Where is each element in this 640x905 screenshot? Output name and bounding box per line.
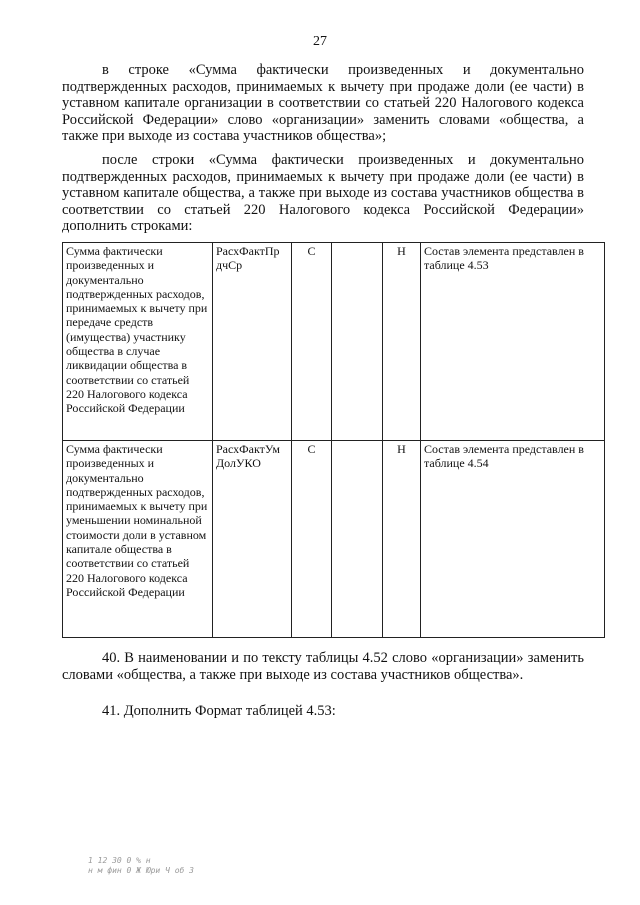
paragraph-4	[62, 703, 584, 720]
paragraph-3	[62, 650, 584, 683]
amendment-table	[62, 242, 605, 638]
element-required-cell: Н	[383, 243, 421, 441]
footer-stamp-line: н м фин 0 Ж Юри Ч об 3	[88, 866, 194, 875]
footer-stamp-line: 1 12 30 0 % н	[88, 856, 151, 865]
element-code-cell: РасхФактУм ДолУКО	[213, 441, 292, 638]
table-row	[63, 441, 605, 638]
table-row	[63, 243, 605, 441]
element-type-cell: С	[292, 243, 332, 441]
paragraph-text: 40. В наименовании и по тексту таблицы 4.52 слово «организации» заменить словами «общества, а также при выходе из состава участников общества».	[62, 650, 584, 683]
element-note-cell: Состав элемента представлен в таблице 4.53	[421, 243, 605, 441]
element-format-cell	[332, 243, 383, 441]
element-code-cell: РасхФактПр дчСр	[213, 243, 292, 441]
element-name-cell: Сумма фактически произведенных и документально подтвержденных расходов, принимаемых к вычету при уменьшении номинальной стоимости доли в уставном капитале общества в соответствии со статьей 220 Налогового кодекса Российской Федерации	[63, 441, 213, 638]
page-number: 27	[313, 34, 327, 49]
paragraph-text: 41. Дополнить Формат таблицей 4.53:	[102, 703, 336, 719]
element-required-cell: Н	[383, 441, 421, 638]
paragraph-2	[62, 152, 584, 235]
footer-stamp	[88, 856, 194, 876]
element-note-cell: Состав элемента представлен в таблице 4.54	[421, 441, 605, 638]
paragraph-text: после строки «Сумма фактически произведенных и документально подтвержденных расходов, принимаемых к вычету при продаже доли (ее части) в уставном капитале общества, а также при выходе из состава участников общества в соответствии со статьей 220 Налогового кодекса Российской Федерации» дополнить строками:	[62, 152, 584, 234]
paragraph-1	[62, 62, 584, 145]
paragraph-text: в строке «Сумма фактически произведенных и документально подтвержденных расходов, принимаемых к вычету при продаже доли (ее части) в уставном капитале организации в соответствии со статьей 220 Налогового кодекса Российской Федерации» слово «организации» заменить словами «общества, а также при выходе из состава участников общества»;	[62, 62, 584, 144]
element-format-cell	[332, 441, 383, 638]
element-name-cell: Сумма фактически произведенных и документально подтвержденных расходов, принимаемых к вычету при передаче средств (имущества) участнику общества в случае ликвидации общества в соответствии со статьей 220 Налогового кодекса Российской Федерации	[63, 243, 213, 441]
element-type-cell: С	[292, 441, 332, 638]
